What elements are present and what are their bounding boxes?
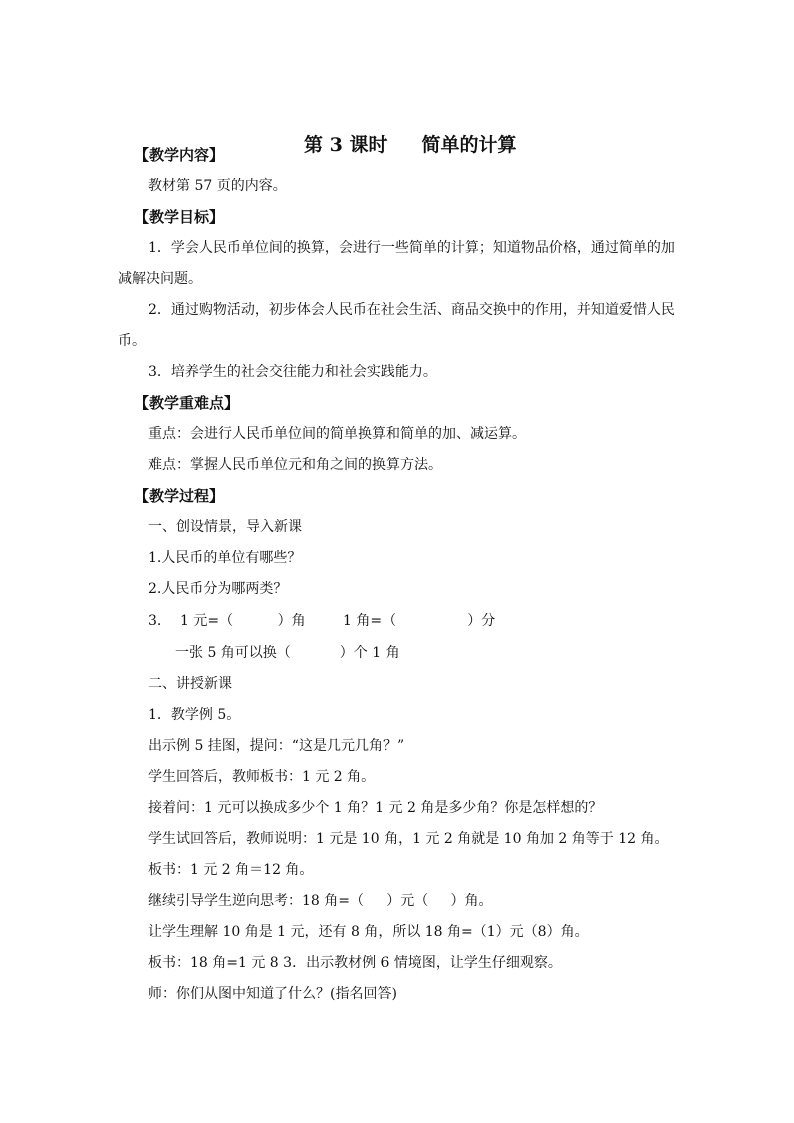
goal-2-line-1: 2．通过购物活动，初步体会人民币在社会生活、商品交换中的作用，并知道爱惜人民: [148, 302, 675, 318]
paragraph-9: 师：你们从图中知道了什么？(指名回答): [148, 986, 397, 1002]
goal-1-line-1: 1．学会人民币单位间的换算，会进行一些简单的计算；知道物品价格，通过简单的加: [148, 240, 675, 256]
process-part-1: 一、创设情景，导入新课: [148, 519, 302, 535]
goal-2-line-2: 币。: [118, 333, 146, 349]
question-3-jiao-to-fen: 1 角=（ ）分: [343, 613, 496, 629]
content-text: 教材第 57 页的内容。: [148, 178, 287, 194]
content-heading: 【教学内容】: [134, 146, 225, 164]
title-lesson-name: 简单的计算: [421, 134, 517, 156]
question-3-yuan-to-jiao: 1 元=（ ）角: [180, 613, 306, 629]
paragraph-5: 板书：1 元 2 角＝12 角。: [148, 862, 314, 878]
paragraph-7: 让学生理解 10 角是 1 元，还有 8 角，所以 18 角=（1）元（8）角。: [148, 924, 589, 940]
goal-3: 3．培养学生的社会交往能力和社会实践能力。: [148, 364, 437, 380]
goal-1-line-2: 减解决问题。: [118, 271, 202, 287]
paragraph-4: 学生试回答后，教师说明：1 元是 10 角，1 元 2 角就是 10 角加 2 角等于 12 角。: [148, 831, 669, 847]
key-point: 重点：会进行人民币单位间的简单换算和简单的加、减运算。: [148, 426, 526, 442]
paragraph-8: 板书：18 角=1 元 8 3．出示教材例 6 情境图，让学生仔细观察。: [148, 955, 562, 971]
key-points-heading: 【教学重难点】: [134, 394, 240, 412]
process-heading: 【教学过程】: [134, 487, 225, 505]
page-title: [0, 106, 794, 184]
paragraph-3: 接着问：1 元可以换成多少个 1 角？1 元 2 角是多少角？你是怎样想的？: [148, 800, 603, 816]
question-2: 2.人民币分为哪两类？: [148, 581, 288, 597]
goals-heading: 【教学目标】: [134, 208, 225, 226]
paragraph-2: 学生回答后，教师板书：1 元 2 角。: [148, 769, 376, 785]
question-3-number: 3.: [148, 613, 162, 629]
title-lesson-number: 第 3 课时: [304, 134, 388, 156]
question-1: 1.人民币的单位有哪些？: [148, 550, 302, 566]
process-part-2: 二、讲授新课: [148, 676, 232, 692]
paragraph-6: 继续引导学生逆向思考：18 角=（ ）元（ ）角。: [148, 893, 493, 909]
question-3-exchange: 一张 5 角可以换（ ）个 1 角: [175, 645, 400, 661]
paragraph-1: 出示例 5 挂图，提问：“这是几元几角？”: [148, 738, 405, 754]
difficult-point: 难点：掌握人民币单位元和角之间的换算方法。: [148, 457, 442, 473]
example-title: 1．教学例 5。: [148, 707, 241, 723]
